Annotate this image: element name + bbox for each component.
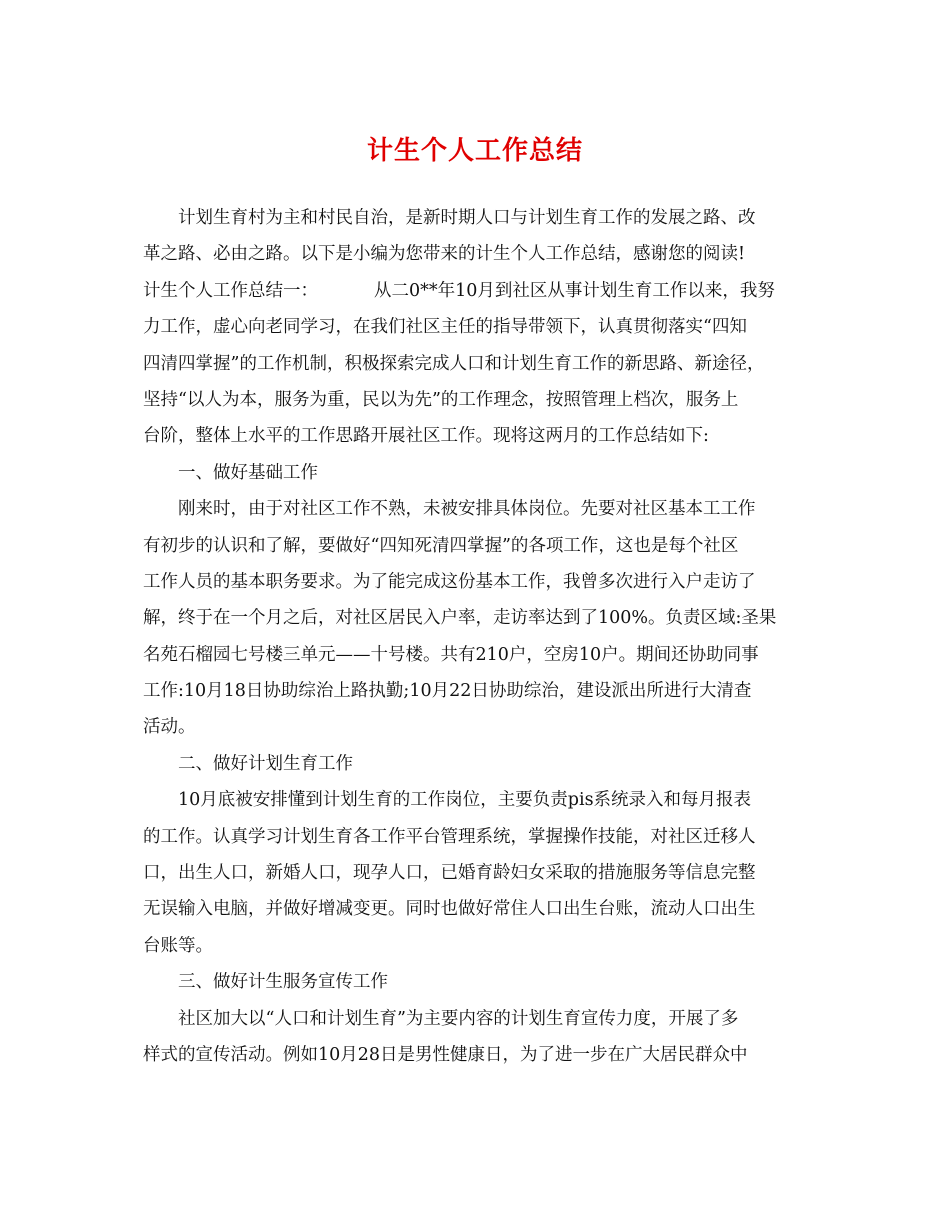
section-heading: 三、做好计生服务宣传工作 bbox=[178, 972, 388, 993]
document-title: 计生个人工作总结 bbox=[366, 136, 583, 166]
section-heading: 二、做好计划生育工作 bbox=[178, 753, 353, 774]
body-line: 解，终于在一个月之后，对社区居民入户率，走访率达到了100%。负责区域:圣果 bbox=[143, 608, 777, 629]
section-heading: 一、做好基础工作 bbox=[178, 462, 318, 483]
body-line: 工作:10月18日协助综治上路执勤;10月22日协助综治，建设派出所进行大清查 bbox=[143, 681, 752, 702]
body-line: 台阶，整体上水平的工作思路开展社区工作。现将这两月的工作总结如下: bbox=[143, 426, 709, 447]
body-line: 革之路、必由之路。以下是小编为您带来的计生个人工作总结，感谢您的阅读! bbox=[143, 244, 746, 265]
body-line: 口，出生人口，新婚人口，现孕人口，已婚育龄妇女采取的措施服务等信息完整 bbox=[143, 863, 756, 884]
section-heading-inline: 计生个人工作总结一： bbox=[143, 280, 318, 301]
body-line: 名苑石榴园七号楼三单元——十号楼。共有210户，空房10户。期间还协助同事 bbox=[143, 644, 759, 665]
body-line: 的工作。认真学习计划生育各工作平台管理系统，掌握操作技能，对社区迁移人 bbox=[143, 826, 756, 847]
body-line: 样式的宣传活动。例如10月28日是男性健康日，为了进一步在广大居民群众中 bbox=[143, 1044, 748, 1065]
body-line: 力工作，虚心向老同学习，在我们社区主任的指导带领下，认真贯彻落实“四知 bbox=[143, 317, 747, 338]
body-line: 有初步的认识和了解，要做好“四知死清四掌握”的各项工作，这也是每个社区 bbox=[143, 535, 739, 556]
body-line: 工作人员的基本职务要求。为了能完成这份基本工作，我曾多次进行入户走访了 bbox=[143, 571, 756, 592]
body-line: 无误输入电脑，并做好增减变更。同时也做好常住人口出生台账，流动人口出生 bbox=[143, 899, 756, 920]
body-line: 坚持“以人为本，服务为重，民以为先”的工作理念，按照管理上档次，服务上 bbox=[143, 389, 739, 410]
body-line: 计生个人工作总结一： 从二0**年10月到社区从事计划生育工作以来，我努 bbox=[143, 280, 775, 301]
body-line: 10月底被安排懂到计划生育的工作岗位，主要负责pis系统录入和每月报表 bbox=[178, 790, 752, 811]
body-line: 四清四掌握”的工作机制，积极探索完成人口和计划生育工作的新思路、新途径， bbox=[143, 353, 765, 374]
body-line: 活动。 bbox=[143, 717, 196, 738]
body-line: 社区加大以“人口和计划生育”为主要内容的计划生育宣传力度，开展了多 bbox=[178, 1008, 739, 1029]
body-line: 计划生育村为主和村民自治，是新时期人口与计划生育工作的发展之路、改 bbox=[178, 208, 756, 228]
document-body bbox=[143, 200, 811, 1073]
body-line: 台账等。 bbox=[143, 935, 213, 956]
body-line: 刚来时，由于对社区工作不熟，未被安排具体岗位。先要对社区基本工工作 bbox=[178, 499, 756, 520]
